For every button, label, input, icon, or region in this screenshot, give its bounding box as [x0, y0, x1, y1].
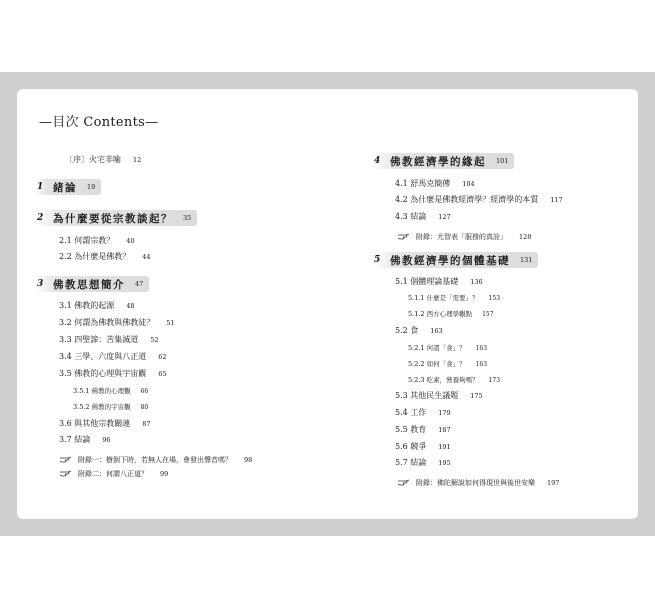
entry-page: 173 — [488, 377, 501, 384]
chapter-title: 緒論 — [53, 181, 77, 194]
page-title: —目次 Contents— — [39, 115, 159, 130]
chapter-4[interactable] — [372, 153, 514, 169]
entry-label: 5.2 食 — [395, 326, 419, 335]
toc-subentry[interactable] — [408, 359, 487, 370]
entry-label: 4.3 結論 — [395, 212, 427, 221]
entry-label: 3.4 三學、六度與八正道 — [59, 352, 147, 361]
entry-page: 52 — [150, 336, 159, 344]
entry-page: 48 — [126, 302, 135, 310]
chapter-title: 佛教經濟學的緣起 — [390, 155, 486, 168]
chapter-page: 35 — [183, 214, 192, 222]
entry-label: 5.2.2 如何「食」？ — [408, 360, 466, 368]
toc-entry[interactable] — [59, 369, 167, 379]
entry-page: 157 — [482, 311, 494, 318]
entry-label: 4.2 為什麼是佛教經濟學？經濟學的本質 — [395, 195, 539, 204]
chapter-number: 3 — [37, 279, 44, 289]
entry-page: 40 — [126, 237, 135, 245]
entry-label: 3.2 何謂為佛教與佛教徒？ — [59, 318, 155, 327]
entry-page: 195 — [438, 459, 451, 467]
appendix-entry[interactable] — [59, 469, 168, 479]
entry-label: 5.2.3 吃素，營養夠嗎？ — [408, 376, 479, 384]
entry-page: 62 — [158, 353, 167, 361]
toc-subentry[interactable] — [73, 386, 148, 397]
chapter-number: 2 — [37, 213, 44, 223]
toc-entry[interactable] — [59, 352, 167, 362]
entry-label: 5.6 競爭 — [395, 442, 427, 451]
toc-entry[interactable] — [395, 277, 483, 287]
appendix-page: 197 — [547, 479, 560, 487]
toc-entry[interactable] — [395, 212, 451, 222]
toc-entry[interactable] — [395, 425, 451, 435]
chapter-5[interactable] — [372, 252, 538, 268]
appendix-entry[interactable] — [59, 455, 252, 465]
chapter-1[interactable] — [35, 179, 101, 195]
entry-page: 44 — [142, 253, 151, 261]
appendix-entry[interactable] — [397, 232, 531, 242]
entry-page: 175 — [470, 392, 483, 400]
entry-page: 104 — [462, 180, 475, 188]
chapter-title: 為什麼要從宗教談起？ — [53, 212, 173, 225]
toc-entry[interactable] — [395, 408, 451, 418]
entry-label: 3.7 結論 — [59, 435, 91, 444]
entry-label: 5.4 工作 — [395, 408, 427, 417]
entry-page: 96 — [102, 436, 111, 444]
entry-label: 5.1.2 西方心理學觀點 — [408, 310, 473, 318]
toc-entry-preface[interactable] — [65, 155, 141, 165]
entry-label: 3.5.2 佛教的宇宙觀 — [73, 403, 131, 411]
chapter-page: 19 — [87, 183, 96, 191]
entry-page: 163 — [475, 361, 488, 368]
toc-entry[interactable] — [59, 301, 135, 311]
chapter-number: 4 — [374, 156, 381, 166]
toc-entry[interactable] — [59, 236, 135, 246]
entry-page: 187 — [438, 426, 451, 434]
appendix-label: 附錄：尤智表「服務的真詮」 — [416, 233, 507, 241]
toc-entry[interactable] — [59, 435, 111, 445]
entry-label: 〔序〕火宅非喻 — [65, 155, 121, 164]
entry-label: 2.2 為什麼是佛教？ — [59, 252, 131, 261]
entry-page: 51 — [166, 319, 175, 327]
entry-label: 3.1 佛教的起源 — [59, 301, 115, 310]
entry-label: 5.2.1 何謂「食」？ — [408, 344, 466, 352]
toc-entry[interactable] — [395, 326, 443, 336]
appendix-label: 附錄：佛陀解說如何得現世與後世安樂 — [416, 479, 535, 487]
pointing-hand-icon — [59, 470, 74, 478]
chapter-title: 佛教經濟學的個體基礎 — [390, 254, 510, 267]
toc-entry[interactable] — [395, 195, 563, 205]
toc-entry[interactable] — [59, 335, 159, 345]
toc-entry[interactable] — [395, 179, 475, 189]
entry-label: 5.1 個體理論基礎 — [395, 277, 459, 286]
appendix-label: 附錄二：何謂八正道？ — [78, 470, 148, 478]
appendix-entry[interactable] — [397, 478, 559, 488]
pointing-hand-icon — [397, 233, 412, 241]
entry-page: 117 — [550, 196, 563, 204]
entry-page: 179 — [438, 409, 451, 417]
entry-page: 127 — [438, 213, 451, 221]
entry-page: 87 — [142, 420, 151, 428]
toc-subentry[interactable] — [408, 293, 500, 304]
toc-subentry[interactable] — [408, 343, 487, 354]
toc-page — [17, 89, 638, 519]
toc-entry[interactable] — [59, 318, 175, 328]
chapter-2[interactable] — [35, 210, 197, 226]
entry-page: 153 — [488, 295, 501, 302]
chapter-3[interactable] — [35, 276, 149, 292]
entry-page: 65 — [158, 370, 167, 378]
appendix-page: 99 — [160, 470, 169, 478]
entry-label: 5.5 教育 — [395, 425, 427, 434]
chapter-page: 47 — [135, 280, 144, 288]
entry-label: 2.1 何謂宗教？ — [59, 236, 115, 245]
chapter-number: 1 — [37, 182, 44, 192]
entry-label: 5.1.1 什麼是「需要」？ — [408, 294, 479, 302]
toc-entry[interactable] — [395, 458, 451, 468]
entry-page: 163 — [475, 345, 488, 352]
chapter-page: 131 — [520, 256, 533, 264]
toc-subentry[interactable] — [408, 375, 500, 386]
toc-entry[interactable] — [395, 391, 483, 401]
toc-entry[interactable] — [59, 419, 151, 429]
pointing-hand-icon — [397, 479, 412, 487]
toc-entry[interactable] — [59, 252, 151, 262]
entry-label: 3.5 佛教的心理與宇宙觀 — [59, 369, 147, 378]
entry-label: 4.1 舒馬克簡傳 — [395, 179, 451, 188]
pointing-hand-icon — [59, 456, 74, 464]
toc-entry[interactable] — [395, 442, 451, 452]
entry-page: 12 — [133, 156, 142, 164]
chapter-number: 5 — [374, 255, 381, 265]
entry-page: 80 — [140, 404, 149, 411]
entry-label: 5.7 結論 — [395, 458, 427, 467]
entry-page: 66 — [140, 388, 149, 395]
appendix-page: 98 — [244, 456, 253, 464]
entry-label: 3.3 四聖諦：苦集滅道 — [59, 335, 139, 344]
entry-page: 136 — [470, 278, 483, 286]
toc-subentry[interactable] — [73, 402, 148, 413]
entry-page: 163 — [430, 327, 443, 335]
toc-subentry[interactable] — [408, 309, 494, 320]
appendix-label: 附錄一：樹倒下時，若無人在場，會發出聲音嗎？ — [78, 456, 232, 464]
chapter-title: 佛教思想簡介 — [53, 278, 125, 291]
chapter-page: 101 — [496, 157, 509, 165]
entry-page: 191 — [438, 443, 451, 451]
entry-label: 3.6 與其他宗教關連 — [59, 419, 131, 428]
entry-label: 3.5.1 佛教的心理觀 — [73, 387, 131, 395]
entry-label: 5.3 其他民生議題 — [395, 391, 459, 400]
appendix-page: 128 — [519, 233, 532, 241]
